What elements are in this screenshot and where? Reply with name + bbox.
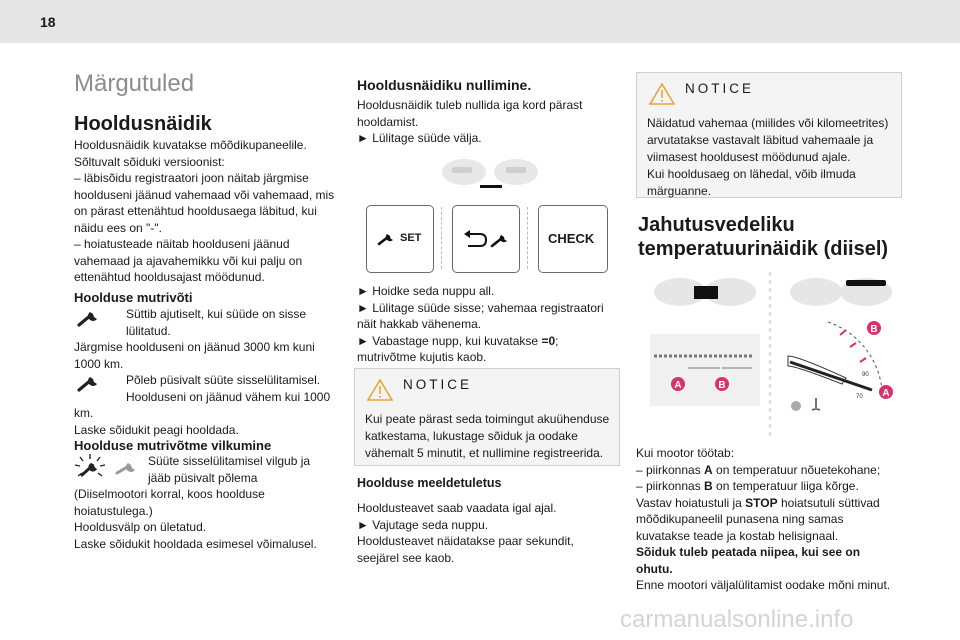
wrench-icon-text bbox=[126, 306, 306, 339]
text-line: Süüte sisselülitamisel vilgub ja bbox=[148, 454, 311, 468]
text-line: – läbisõidu registraatori joon näitab järgmise bbox=[74, 171, 309, 185]
notice-text bbox=[365, 411, 609, 462]
text-line: Enne mootori väljalülitamist oodake mõni minut. bbox=[636, 578, 891, 592]
text-line: hooldamist. bbox=[357, 114, 419, 129]
text-span: ► Vabastage nupp, kui kuvatakse bbox=[357, 333, 542, 348]
text-line: Järgmise hoolduseni on jäänud 3000 km kuni bbox=[74, 340, 315, 354]
tick-90: 90 bbox=[862, 372, 869, 378]
text-line: vahemaad ja ajavahemikku või kui palju on bbox=[74, 253, 303, 268]
notice-box-distance bbox=[636, 72, 902, 198]
wrench-blinking-icon bbox=[74, 453, 106, 481]
text-span: on temperatuur liiga kõrge. bbox=[712, 479, 859, 493]
divider bbox=[441, 207, 442, 269]
wrench-icon bbox=[76, 308, 104, 328]
text-line-bold: ohutu. bbox=[636, 561, 673, 576]
text-line: – hoiatusteade näitab hoolduseni jäänud bbox=[74, 237, 290, 251]
text-line: näit hakkab vähenema. bbox=[357, 317, 482, 331]
check-label: CHECK bbox=[548, 231, 595, 246]
reset-heading: Hooldusnäidiku nullimine. bbox=[357, 77, 532, 93]
text-line: märguanne. bbox=[647, 184, 712, 198]
text-line bbox=[636, 478, 890, 495]
watermark: carmanualsonline.info bbox=[620, 606, 854, 633]
text-line: (Diiselmootori korral, koos hoolduse bbox=[74, 487, 265, 501]
text-line: ► Hoidke seda nuppu all. bbox=[357, 284, 495, 298]
return-wrench-icon bbox=[462, 228, 510, 250]
reset-steps bbox=[357, 283, 604, 366]
text-line: Hooldusnäidik kuvatakse mõõdikupaneelile. bbox=[74, 138, 307, 152]
text-line: Sõltuvalt sõiduki versioonist: bbox=[74, 154, 225, 169]
gauge-label-a: A bbox=[674, 380, 682, 391]
tick-70: 70 bbox=[856, 394, 863, 400]
set-label: SET bbox=[400, 232, 422, 244]
text-line: hoiatustulega.) bbox=[74, 503, 153, 518]
reset-button[interactable] bbox=[452, 205, 520, 273]
chapter-title: Märgutuled bbox=[74, 70, 195, 97]
text-span: hoiatsutuli süttivad bbox=[777, 495, 880, 510]
text-line: hoolduseni jäänud vahemaad või vahemaad, mis bbox=[74, 187, 335, 202]
text-line: jääb püsivalt põlema bbox=[148, 470, 258, 485]
text-line bbox=[636, 462, 890, 479]
text-line bbox=[357, 333, 604, 350]
text-line: on pärast ettenähtud hooldusaega läbitud, kui bbox=[74, 204, 317, 218]
text-line: ► Lülitage süüde välja. bbox=[357, 131, 482, 145]
bold-text: =0 bbox=[541, 333, 556, 348]
text-span: on temperatuur nõuetekohane; bbox=[712, 462, 881, 477]
section-heading-service-indicator: Hooldusnäidik bbox=[74, 113, 212, 135]
wrench-outline-icon bbox=[114, 458, 142, 478]
text-line: Hoolduseni on jäänud vähem kui 1000 bbox=[126, 389, 331, 404]
text-line: ettenähtud hooldusajast möödunud. bbox=[74, 270, 265, 284]
reset-intro bbox=[357, 97, 582, 147]
text-line: Hooldusteavet saab vaadata igal ajal. bbox=[357, 501, 557, 515]
text-span: ; bbox=[555, 333, 559, 348]
text-line: kuvatakse teade ja kostab helisignaal. bbox=[636, 528, 839, 543]
text-line: Kui mootor töötab: bbox=[636, 446, 735, 460]
blink-text bbox=[74, 486, 317, 552]
bold-text: B bbox=[704, 479, 713, 493]
text-line: ► Vajutage seda nuppu. bbox=[357, 517, 489, 532]
text-line: Näidatud vahemaa (miilides või kilomeetrites) bbox=[647, 116, 889, 130]
text-line: Hooldusnäidik tuleb nullida iga kord pärast bbox=[357, 98, 583, 112]
text-line: Kui peate pärast seda toimingut akuühenduse bbox=[365, 412, 610, 426]
text-line: lülitatud. bbox=[126, 323, 171, 338]
bold-text: STOP bbox=[745, 495, 778, 510]
text-line: Hooldusteavet näidatakse paar sekundit, bbox=[357, 534, 574, 548]
wrench-steady-text bbox=[126, 372, 330, 405]
text-line: 1000 km. bbox=[74, 356, 124, 371]
gauge-label-b: B bbox=[870, 324, 878, 335]
text-line: viimasest hooldusest möödunud ajale. bbox=[647, 150, 851, 164]
notice-title: NOTICE bbox=[685, 81, 755, 96]
gauge-label-a: A bbox=[882, 388, 890, 399]
text-line-bold: Sõiduk tuleb peatada niipea, kui see on bbox=[636, 545, 861, 559]
heading-line: temperatuurinäidik (diisel) bbox=[638, 238, 889, 260]
notice-title: NOTICE bbox=[403, 377, 473, 392]
page-header-bar bbox=[0, 0, 960, 43]
text-line: Süttib ajutiselt, kui süüde on sisse bbox=[126, 307, 307, 321]
warning-triangle-icon bbox=[649, 83, 675, 105]
wrench-steady-text-cont bbox=[74, 405, 239, 438]
check-button[interactable] bbox=[538, 205, 608, 273]
notice-text bbox=[647, 115, 888, 200]
set-button[interactable] bbox=[366, 205, 434, 273]
text-line: Kui hooldusaeg on lähedal, võib ilmuda bbox=[647, 167, 856, 181]
notice-box-reset bbox=[354, 368, 620, 466]
instrument-panel-illustration bbox=[440, 155, 540, 195]
text-span: Vastav hoiatustuli ja bbox=[636, 495, 746, 510]
wrench-icon-steady bbox=[76, 373, 104, 393]
coolant-text bbox=[636, 445, 890, 594]
page-number: 18 bbox=[40, 14, 56, 30]
text-span: – piirkonnas bbox=[636, 479, 705, 493]
text-line: km. bbox=[74, 406, 94, 420]
text-line: seejärel see kaob. bbox=[357, 550, 455, 565]
text-line bbox=[636, 495, 890, 512]
coolant-gauge-illustration bbox=[650, 270, 900, 440]
text-line: Hooldusvälp on ületatud. bbox=[74, 520, 207, 534]
text-line: näidu ees on "-". bbox=[74, 220, 162, 235]
blink-heading: Hoolduse mutrivõtme vilkumine bbox=[74, 438, 272, 453]
text-line: mutrivõtme kujutis kaob. bbox=[357, 350, 487, 364]
text-line: Põleb püsivalt süüte sisselülitamisel. bbox=[126, 373, 321, 387]
reminder-text bbox=[357, 500, 574, 566]
text-line: arvutatakse vastavalt läbitud vahemaale ja bbox=[647, 133, 874, 147]
wrench-icon bbox=[377, 232, 397, 246]
divider bbox=[527, 207, 528, 269]
text-line: Laske sõidukit hooldada esimesel võimalusel. bbox=[74, 536, 317, 551]
text-line: vähemalt 5 minutit, et nullimine registreerida. bbox=[365, 446, 604, 460]
wrench-heading: Hoolduse mutrivõti bbox=[74, 290, 193, 305]
text-line: Laske sõidukit peagi hooldada. bbox=[74, 422, 239, 437]
reminder-heading: Hoolduse meeldetuletus bbox=[357, 476, 502, 490]
coolant-heading bbox=[638, 213, 888, 261]
text-line: ► Lülitage süüde sisse; vahemaa registraatori bbox=[357, 300, 604, 315]
text-line: katkestama, lukustage sõiduk ja oodake bbox=[365, 429, 578, 443]
warning-triangle-icon bbox=[367, 379, 393, 401]
heading-line: Jahutusvedeliku bbox=[638, 214, 795, 236]
text-span: – piirkonnas bbox=[636, 462, 705, 477]
blink-icon-text bbox=[148, 453, 310, 486]
service-indicator-intro bbox=[74, 137, 344, 286]
gauge-label-b: B bbox=[718, 380, 726, 391]
text-line: mõõdikupaneelil punasena ning samas bbox=[636, 512, 844, 526]
wrench-text bbox=[74, 339, 315, 372]
bold-text: A bbox=[704, 462, 713, 477]
